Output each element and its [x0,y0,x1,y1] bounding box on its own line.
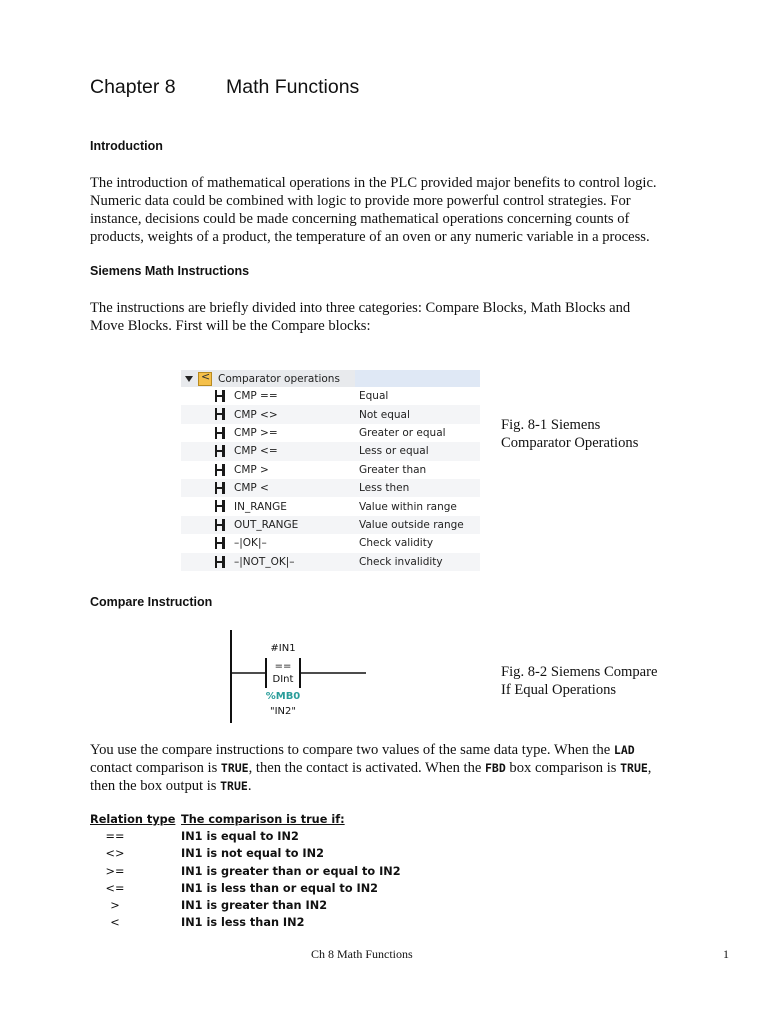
chapter-number: Chapter 8 [90,76,176,98]
relation-description: IN1 is not equal to IN2 [181,847,324,861]
relation-description: IN1 is greater than IN2 [181,899,328,913]
footer-title: Ch 8 Math Functions [311,947,413,961]
comparator-description: Greater than [359,463,427,476]
introduction-line: Numeric data could be combined with logic to provide more powerful control strategies. For [90,193,631,209]
compare-contact-icon [215,390,227,402]
relation-table-header [90,813,401,830]
fig-8-2-line: If Equal Operations [501,682,617,698]
fig-8-1-line: Fig. 8-1 Siemens [501,417,601,433]
text-run: You use the compare instructions to compare two values of the same data type. When the [90,742,614,758]
relation-operator: > [110,899,120,913]
relation-description: IN1 is less than IN2 [181,916,305,930]
comparator-description: Less then [359,482,410,495]
code-fbd: FBD [485,761,506,775]
comparator-header-label: Comparator operations [218,372,340,385]
comparator-row[interactable] [181,553,480,571]
comparator-description: Value within range [359,500,457,513]
comparator-table-header [181,370,480,387]
text-run: , then the contact is activated. When the [248,760,485,776]
comparator-row[interactable] [181,497,480,515]
comparator-row[interactable] [181,516,480,534]
comparator-description: Check invalidity [359,555,443,568]
compare-line-2 [90,759,700,777]
relation-operator: <> [105,847,125,861]
ladder-datatype: DInt [272,674,294,685]
relation-description: IN1 is equal to IN2 [181,830,299,843]
comparator-name: IN_RANGE [234,500,287,513]
relation-operator: >= [105,864,125,878]
relation-row [90,865,401,882]
comparator-name: CMP > [234,463,269,476]
compare-contact-icon [215,519,227,531]
relation-type-table [90,813,401,934]
text-run: then the box output is [90,778,221,794]
comparator-name: CMP >= [234,426,278,439]
comparison-header: The comparison is true if: [181,813,345,826]
text-run: , [647,760,652,776]
relation-row [90,847,401,864]
comparator-row[interactable] [181,534,480,552]
compare-contact-icon [215,556,227,568]
relation-row [90,830,401,847]
introduction-line: The introduction of mathematical operations in the PLC provided major benefits to control logic. [90,175,657,191]
relation-operator: == [105,830,125,843]
comparator-name: CMP < [234,482,269,495]
compare-contact-icon [215,464,227,476]
compare-contact-icon [215,537,227,549]
siemens-line: Move Blocks. First will be the Compare blocks: [90,318,371,334]
collapse-triangle-icon [185,376,193,382]
compare-line-3 [90,777,700,795]
relation-row [90,882,401,899]
compare-contact-icon [215,500,227,512]
compare-contact-icon [215,445,227,457]
relation-operator: < [110,916,120,930]
ladder-compare-diagram [228,630,368,725]
comparator-name: CMP == [234,390,278,403]
comparator-name: –|NOT_OK|– [234,555,295,568]
fig-8-2-caption [501,663,657,699]
ladder-operator: == [274,661,292,672]
ladder-in1-label: #IN1 [270,643,296,654]
page-number: 1 [723,947,729,961]
relation-description: IN1 is less than or equal to IN2 [181,881,379,895]
comparator-row[interactable] [181,405,480,423]
comparator-row[interactable] [181,479,480,497]
comparator-name: OUT_RANGE [234,518,299,531]
comparator-description: Value outside range [359,518,464,531]
relation-operator: <= [105,881,125,895]
code-true: TRUE [220,779,248,793]
header-right-column [355,370,480,387]
relation-type-header: Relation type [90,813,176,826]
fig-8-1-line: Comparator Operations [501,435,639,451]
fig-8-2-line: Fig. 8-2 Siemens Compare [501,664,658,680]
text-run: box comparison is [505,760,621,776]
ladder-tag: %MB0 [265,691,301,702]
text-run: . [247,778,252,794]
comparator-name: –|OK|– [234,537,267,550]
relation-rows [90,830,401,934]
code-lad: LAD [613,743,635,757]
comparator-description: Check validity [359,537,434,550]
introduction-paragraph [90,174,690,246]
comparator-description: Less or equal [359,445,429,458]
comparator-operations-table [181,370,480,571]
relation-row [90,916,401,933]
introduction-line: products, weights of a product, the temperature of an oven or any numeric variable in a process. [90,229,650,245]
code-true: TRUE [220,761,249,775]
comparator-row[interactable] [181,424,480,442]
relation-description: IN1 is greater than or equal to IN2 [181,864,401,878]
comparator-description: Greater or equal [359,426,446,439]
comparator-row[interactable] [181,461,480,479]
comparator-description: Equal [359,390,389,403]
text-run: contact comparison is [90,760,221,776]
ladder-in2-label: "IN2" [270,706,296,717]
siemens-line: The instructions are briefly divided into three categories: Compare Blocks, Math Blocks and [90,300,631,316]
compare-contact-icon [215,482,227,494]
comparator-rows [181,387,480,571]
introduction-line: instance, decisions could be made concerning mathematical operations concerning counts of [90,211,630,227]
siemens-paragraph [90,299,690,335]
siemens-heading: Siemens Math Instructions [90,264,250,278]
fig-8-1-caption [501,416,638,452]
compare-paragraph [90,741,700,795]
compare-contact-icon [215,408,227,420]
comparator-description: Not equal [359,408,410,421]
compare-contact-icon [215,427,227,439]
code-true: TRUE [620,761,648,775]
compare-instruction-heading: Compare Instruction [90,595,213,609]
folder-icon [198,372,212,386]
relation-row [90,899,401,916]
comparator-row[interactable] [181,442,480,460]
compare-line-1 [90,741,700,759]
introduction-heading: Introduction [90,139,163,153]
chapter-title [90,76,359,99]
chapter-name: Math Functions [226,76,360,98]
comparator-name: CMP <= [234,445,278,458]
comparator-row[interactable] [181,387,480,405]
comparator-name: CMP <> [234,408,278,421]
